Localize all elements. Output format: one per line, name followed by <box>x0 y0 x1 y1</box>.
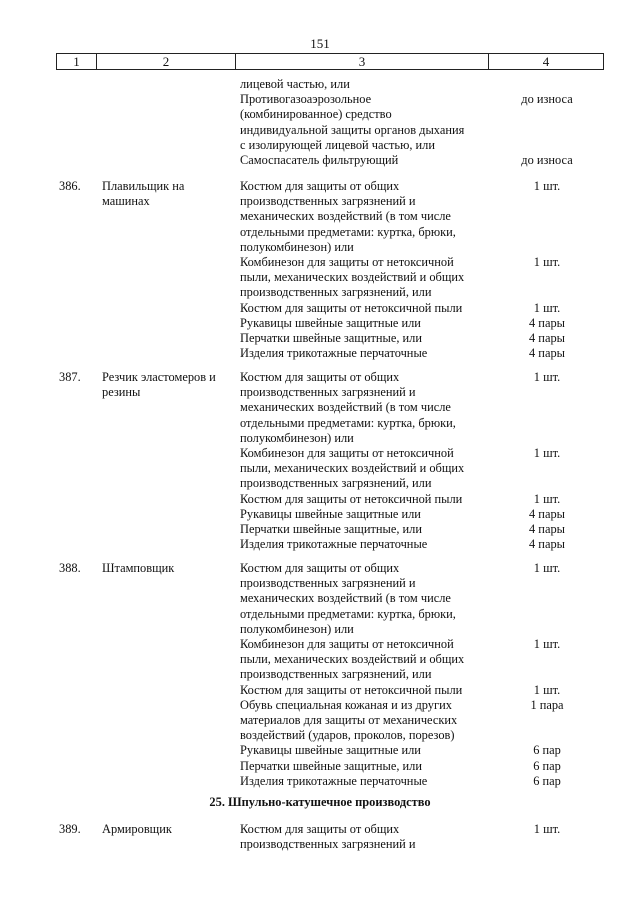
entry-item-line: Костюм для защиты от общих <box>240 179 400 193</box>
header-col-3: 3 <box>236 54 489 69</box>
entry-profession: машинах <box>102 194 150 209</box>
entry-profession: Плавильщик на <box>102 179 185 193</box>
entry-item-line: отдельными предметами: куртка, брюки, <box>240 415 456 430</box>
entry-quantity: 1 шт. <box>533 446 561 460</box>
entry-quantity: 1 пара <box>530 697 564 712</box>
entry-item-line: пыли, механических воздействий и общих <box>240 461 465 476</box>
entry-quantity: 1 шт. <box>533 179 561 193</box>
entry-item-line: Перчатки швейные защитные, или <box>240 522 422 536</box>
entry-item-line: Рукавицы швейные защитные или <box>240 506 421 521</box>
entry-item-line: Перчатки швейные защитные, или <box>240 331 422 345</box>
entry-quantity: 1 шт. <box>533 370 561 384</box>
entry-quantity: 6 пар <box>533 758 561 773</box>
entry-item-line: полукомбинезон) или <box>240 239 354 254</box>
entry-quantity: 4 пары <box>529 537 565 552</box>
entry-item-line: производственных загрязнений и <box>240 576 416 591</box>
entry-number: 386. <box>59 179 81 193</box>
entry-item-line: материалов для защиты от механических <box>240 713 458 727</box>
entry-quantity: 1 шт. <box>533 491 561 506</box>
section-title: 25. Шпульно-катушечное производство <box>209 795 431 809</box>
entry-item-line: производственных загрязнений, или <box>240 285 432 300</box>
header-col-4: 4 <box>542 54 550 69</box>
entry-item-line: Костюм для защиты от общих <box>240 561 400 575</box>
entry-quantity: 1 шт. <box>533 682 561 697</box>
entry-quantity: 1 шт. <box>533 822 561 836</box>
cont-desc-line: (комбинированное) средство <box>240 107 392 122</box>
cont-qty: до износа <box>521 92 573 107</box>
entry-profession: Штамповщик <box>102 561 175 575</box>
entry-item-line: механических воздействий (в том числе <box>240 400 451 415</box>
entry-item-line: Костюм для защиты от нетоксичной пыли <box>240 682 463 697</box>
entry-profession: Армировщик <box>102 822 172 836</box>
entry-number: 388. <box>59 561 81 575</box>
entry-quantity: 4 пары <box>529 315 565 330</box>
page-number: 151 <box>310 36 330 51</box>
entry-quantity: 4 пары <box>529 346 565 361</box>
entry-item-line: отдельными предметами: куртка, брюки, <box>240 224 456 239</box>
entry-quantity: 4 пары <box>529 506 565 521</box>
entry-item-line: Костюм для защиты от нетоксичной пыли <box>240 300 463 315</box>
cont-desc-line: Самоспасатель фильтрующий <box>240 153 399 167</box>
entry-item-line: пыли, механических воздействий и общих <box>240 652 465 667</box>
entry-item-line: отдельными предметами: куртка, брюки, <box>240 606 456 621</box>
entry-quantity: 6 пар <box>533 743 561 758</box>
entry-item-line: Рукавицы швейные защитные или <box>240 743 421 758</box>
entry-item-line: Костюм для защиты от общих <box>240 370 400 384</box>
entry-item-line: Рукавицы швейные защитные или <box>240 315 421 330</box>
entry-item-line: производственных загрязнений, или <box>240 476 432 491</box>
entry-profession: Резчик эластомеров и <box>102 370 216 384</box>
header-col-2: 2 <box>97 54 236 69</box>
entry-item-line: воздействий (ударов, проколов, порезов) <box>240 728 455 743</box>
entry-quantity: 1 шт. <box>533 637 561 651</box>
entry-number: 389. <box>59 822 81 836</box>
entry-item-line: механических воздействий (в том числе <box>240 209 451 224</box>
entry-item-line: Комбинезон для защиты от нетоксичной <box>240 446 454 460</box>
entry-item-line: Костюм для защиты от общих <box>240 822 400 836</box>
entry-item-line: Изделия трикотажные перчаточные <box>240 346 428 361</box>
entry-item-line: пыли, механических воздействий и общих <box>240 270 465 285</box>
entry-quantity: 1 шт. <box>533 255 561 269</box>
entry-quantity: 6 пар <box>533 773 561 788</box>
cont-qty: до износа <box>521 153 573 167</box>
entry-item-line: Обувь специальная кожаная и из других <box>240 697 452 712</box>
table-header <box>56 53 604 70</box>
entry-item-line: Комбинезон для защиты от нетоксичной <box>240 637 454 651</box>
entry-item-line: производственных загрязнений и <box>240 385 416 400</box>
entry-item-line: Перчатки швейные защитные, или <box>240 758 422 773</box>
entry-item-line: механических воздействий (в том числе <box>240 591 451 606</box>
cont-desc-line: лицевой частью, или <box>240 77 350 91</box>
entry-quantity: 1 шт. <box>533 561 561 575</box>
entry-item-line: Костюм для защиты от нетоксичной пыли <box>240 491 463 506</box>
entry-item-line: производственных загрязнений, или <box>240 667 432 682</box>
entry-number: 387. <box>59 370 81 384</box>
entry-quantity: 4 пары <box>529 331 565 345</box>
cont-desc-line: Противогазоаэрозольное <box>240 92 372 107</box>
header-col-1: 1 <box>57 54 97 69</box>
entry-item-line: производственных загрязнений и <box>240 194 416 209</box>
entry-item-line: полукомбинезон) или <box>240 621 354 636</box>
cont-desc-line: с изолирующей лицевой частью, или <box>240 137 435 152</box>
entry-quantity: 4 пары <box>529 522 565 536</box>
cont-desc-line: индивидуальной защиты органов дыхания <box>240 122 465 137</box>
entry-item-line: Изделия трикотажные перчаточные <box>240 537 428 552</box>
entry-item-line: Изделия трикотажные перчаточные <box>240 773 428 788</box>
entry-item-line: Комбинезон для защиты от нетоксичной <box>240 255 454 269</box>
entry-item-line: полукомбинезон) или <box>240 430 354 445</box>
entry-quantity: 1 шт. <box>533 300 561 315</box>
entry-item-line: производственных загрязнений и <box>240 837 416 852</box>
entry-profession: резины <box>102 385 141 400</box>
